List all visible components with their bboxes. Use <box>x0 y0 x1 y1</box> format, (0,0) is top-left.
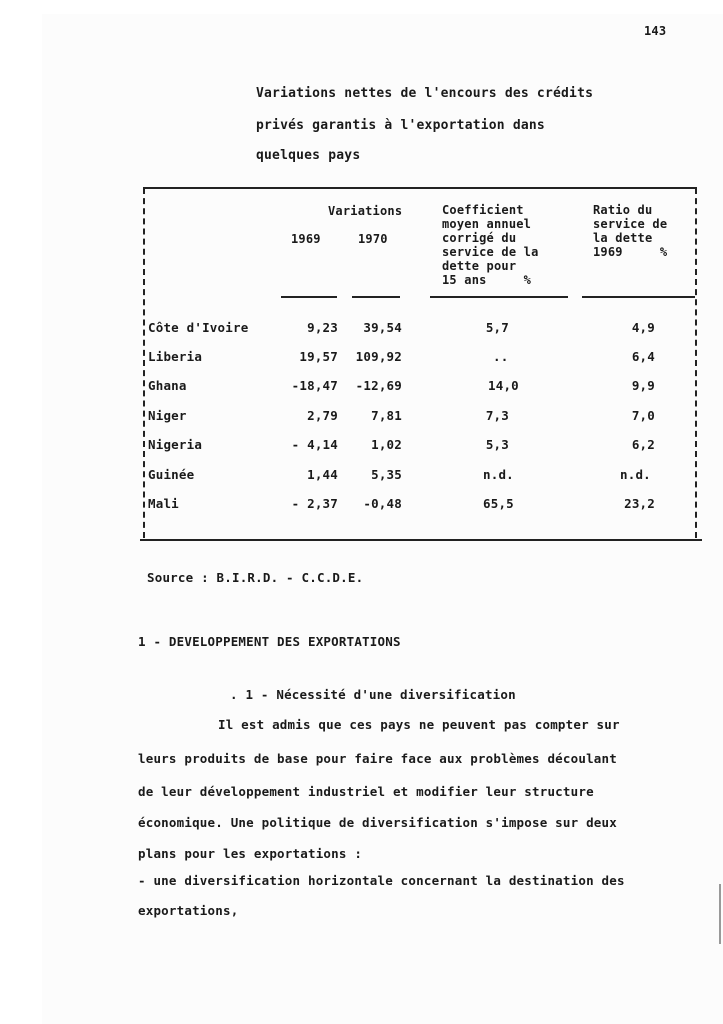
paragraph-line: plans pour les exportations : <box>138 846 363 861</box>
header-ratio-line: la dette <box>593 231 653 245</box>
row-1970: 109,92 <box>355 349 402 364</box>
row-1970: 5,35 <box>371 467 402 482</box>
table-top-border <box>143 187 697 189</box>
header-coef-line: moyen annuel <box>442 217 532 231</box>
page-number: 143 <box>644 24 667 38</box>
row-country: Niger <box>148 408 187 423</box>
header-ratio-line: 1969 % <box>593 245 668 259</box>
row-country: Mali <box>148 496 179 511</box>
row-1970: -0,48 <box>363 496 402 511</box>
paragraph-line: Il est admis que ces pays ne peuvent pas compter sur <box>218 717 620 732</box>
paragraph-line: exportations, <box>138 903 239 918</box>
header-rule-coef <box>430 296 568 298</box>
row-1969: - 4,14 <box>291 437 338 452</box>
row-coef: 7,3 <box>485 408 509 423</box>
row-1969: 9,23 <box>307 320 338 335</box>
table-left-border <box>143 188 145 538</box>
row-coef: 5,7 <box>485 320 509 335</box>
header-coef-line: dette pour <box>442 259 517 273</box>
row-1970: 39,54 <box>363 320 402 335</box>
header-coef-line: 15 ans % <box>442 273 532 287</box>
paragraph-line: de leur développement industriel et modifier leur structure <box>138 784 594 799</box>
source-note: Source : B.I.R.D. - C.C.D.E. <box>147 570 364 585</box>
header-rule-1970 <box>352 296 400 298</box>
row-country: Nigeria <box>148 437 203 452</box>
subsection-heading: . 1 - Nécessité d'une diversification <box>230 687 516 702</box>
header-rule-ratio <box>582 296 695 298</box>
table-title-line-3: quelques pays <box>256 148 361 163</box>
row-1970: 7,81 <box>371 408 402 423</box>
header-coef-line: corrigé du <box>442 231 517 245</box>
row-country: Liberia <box>148 349 203 364</box>
row-country: Guinée <box>148 467 195 482</box>
row-ratio: n.d. <box>620 467 651 482</box>
header-ratio-line: service de <box>593 217 668 231</box>
row-coef: 14,0 <box>488 378 519 393</box>
header-rule-1969 <box>281 296 337 298</box>
header-coef-line: Coefficient <box>442 203 524 217</box>
section-heading: 1 - DEVELOPPEMENT DES EXPORTATIONS <box>138 634 401 649</box>
header-variations: Variations <box>328 204 403 218</box>
row-coef: 5,3 <box>485 437 509 452</box>
row-1969: 2,79 <box>307 408 338 423</box>
row-1969: - 2,37 <box>291 496 338 511</box>
row-ratio: 4,9 <box>631 320 655 335</box>
row-coef: n.d. <box>483 467 514 482</box>
row-coef: .. <box>493 349 509 364</box>
row-1969: -18,47 <box>291 378 338 393</box>
row-1970: 1,02 <box>371 437 402 452</box>
row-ratio: 9,9 <box>631 378 655 393</box>
scan-edge-mark <box>719 884 721 944</box>
header-year-1970: 1970 <box>358 232 388 246</box>
table-bottom-border <box>140 539 702 541</box>
table-right-border <box>695 188 697 538</box>
row-coef: 65,5 <box>483 496 514 511</box>
row-country: Côte d'Ivoire <box>148 320 249 335</box>
row-ratio: 7,0 <box>631 408 655 423</box>
row-1970: -12,69 <box>355 378 402 393</box>
row-ratio: 6,4 <box>631 349 655 364</box>
row-ratio: 23,2 <box>624 496 655 511</box>
table-title-line-2: privés garantis à l'exportation dans <box>256 118 545 133</box>
header-coef-line: service de la <box>442 245 539 259</box>
row-country: Ghana <box>148 378 187 393</box>
table-title-line-1: Variations nettes de l'encours des crédits <box>256 86 594 101</box>
paragraph-line: - une diversification horizontale concernant la destination des <box>138 873 625 888</box>
row-ratio: 6,2 <box>631 437 655 452</box>
row-1969: 1,44 <box>307 467 338 482</box>
row-1969: 19,57 <box>299 349 338 364</box>
header-year-1969: 1969 <box>291 232 321 246</box>
paragraph-line: économique. Une politique de diversification s'impose sur deux <box>138 815 617 830</box>
header-ratio-line: Ratio du <box>593 203 653 217</box>
paragraph-line: leurs produits de base pour faire face aux problèmes découlant <box>138 751 617 766</box>
